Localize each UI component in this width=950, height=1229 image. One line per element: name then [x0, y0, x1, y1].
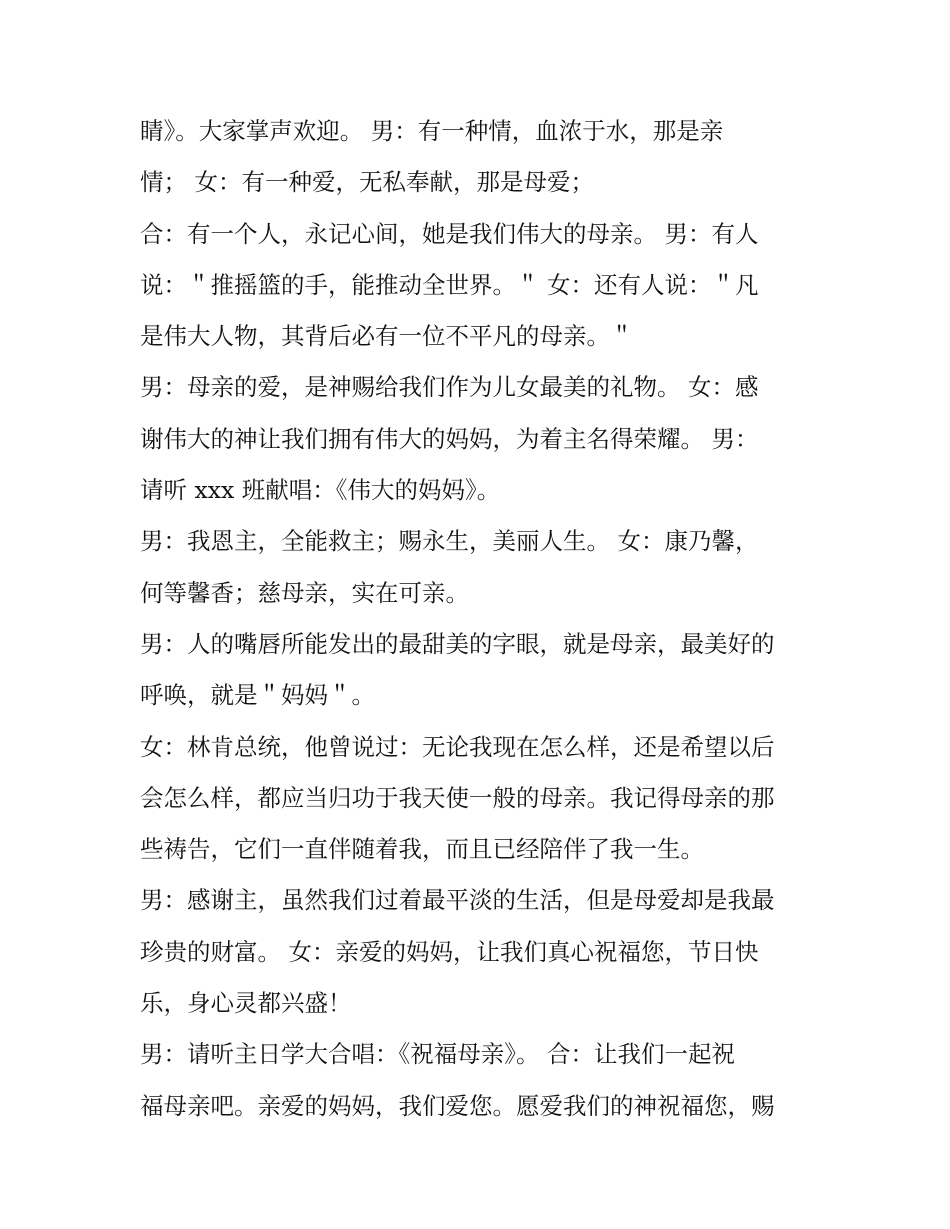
text-line: 男：母亲的爱，是神赐给我们作为儿女最美的礼物。 女：感	[140, 373, 759, 402]
text-line: 合：有一个人，永记心间，她是我们伟大的母亲。 男：有人	[140, 219, 759, 248]
text-line: 情； 女：有一种爱，无私奉献，那是母爱；	[140, 168, 594, 197]
text-line: 珍贵的财富。 女：亲爱的妈妈，让我们真心祝福您，节日快	[140, 937, 759, 966]
text-line: 睛》。大家掌声欢迎。 男：有一种情，血浓于水，那是亲	[140, 117, 724, 145]
text-line: 女：林肯总统，他曾说过：无论我现在怎么样，还是希望以后	[140, 732, 775, 761]
text-line: 乐，身心灵都兴盛！	[140, 989, 352, 1018]
text-line: 男：请听主日学大合唱：《祝福母亲》。 合：让我们一起祝	[140, 1040, 735, 1069]
text-line: 是伟大人物，其背后必有一位不平凡的母亲。＂	[140, 322, 634, 351]
text-line: 会怎么样，都应当归功于我天使一般的母亲。我记得母亲的那	[140, 783, 775, 812]
text-line: 男：人的嘴唇所能发出的最甜美的字眼，就是母亲，最美好的	[140, 629, 775, 658]
text-line: 呼唤，就是＂妈妈＂。	[140, 681, 375, 710]
text-line: 男：感谢主，虽然我们过着最平淡的生活，但是母爱却是我最	[140, 886, 775, 915]
document-body	[140, 106, 830, 1132]
text-line: 些祷告，它们一直伴随着我，而且已经陪伴了我一生。	[140, 835, 704, 864]
text-line: 男：我恩主，全能救主；赐永生，美丽人生。 女：康乃馨，	[140, 527, 759, 556]
text-line: 请听 xxx 班献唱：《伟大的妈妈》。	[140, 476, 501, 505]
text-line: 谢伟大的神让我们拥有伟大的妈妈，为着主名得荣耀。 男：	[140, 424, 759, 453]
text-line: 福母亲吧。亲爱的妈妈，我们爱您。愿爱我们的神祝福您，赐	[140, 1091, 775, 1120]
text-line: 何等馨香；慈母亲，实在可亲。	[140, 578, 469, 607]
text-line: 说：＂推摇篮的手，能推动全世界。＂ 女：还有人说：＂凡	[140, 270, 759, 299]
